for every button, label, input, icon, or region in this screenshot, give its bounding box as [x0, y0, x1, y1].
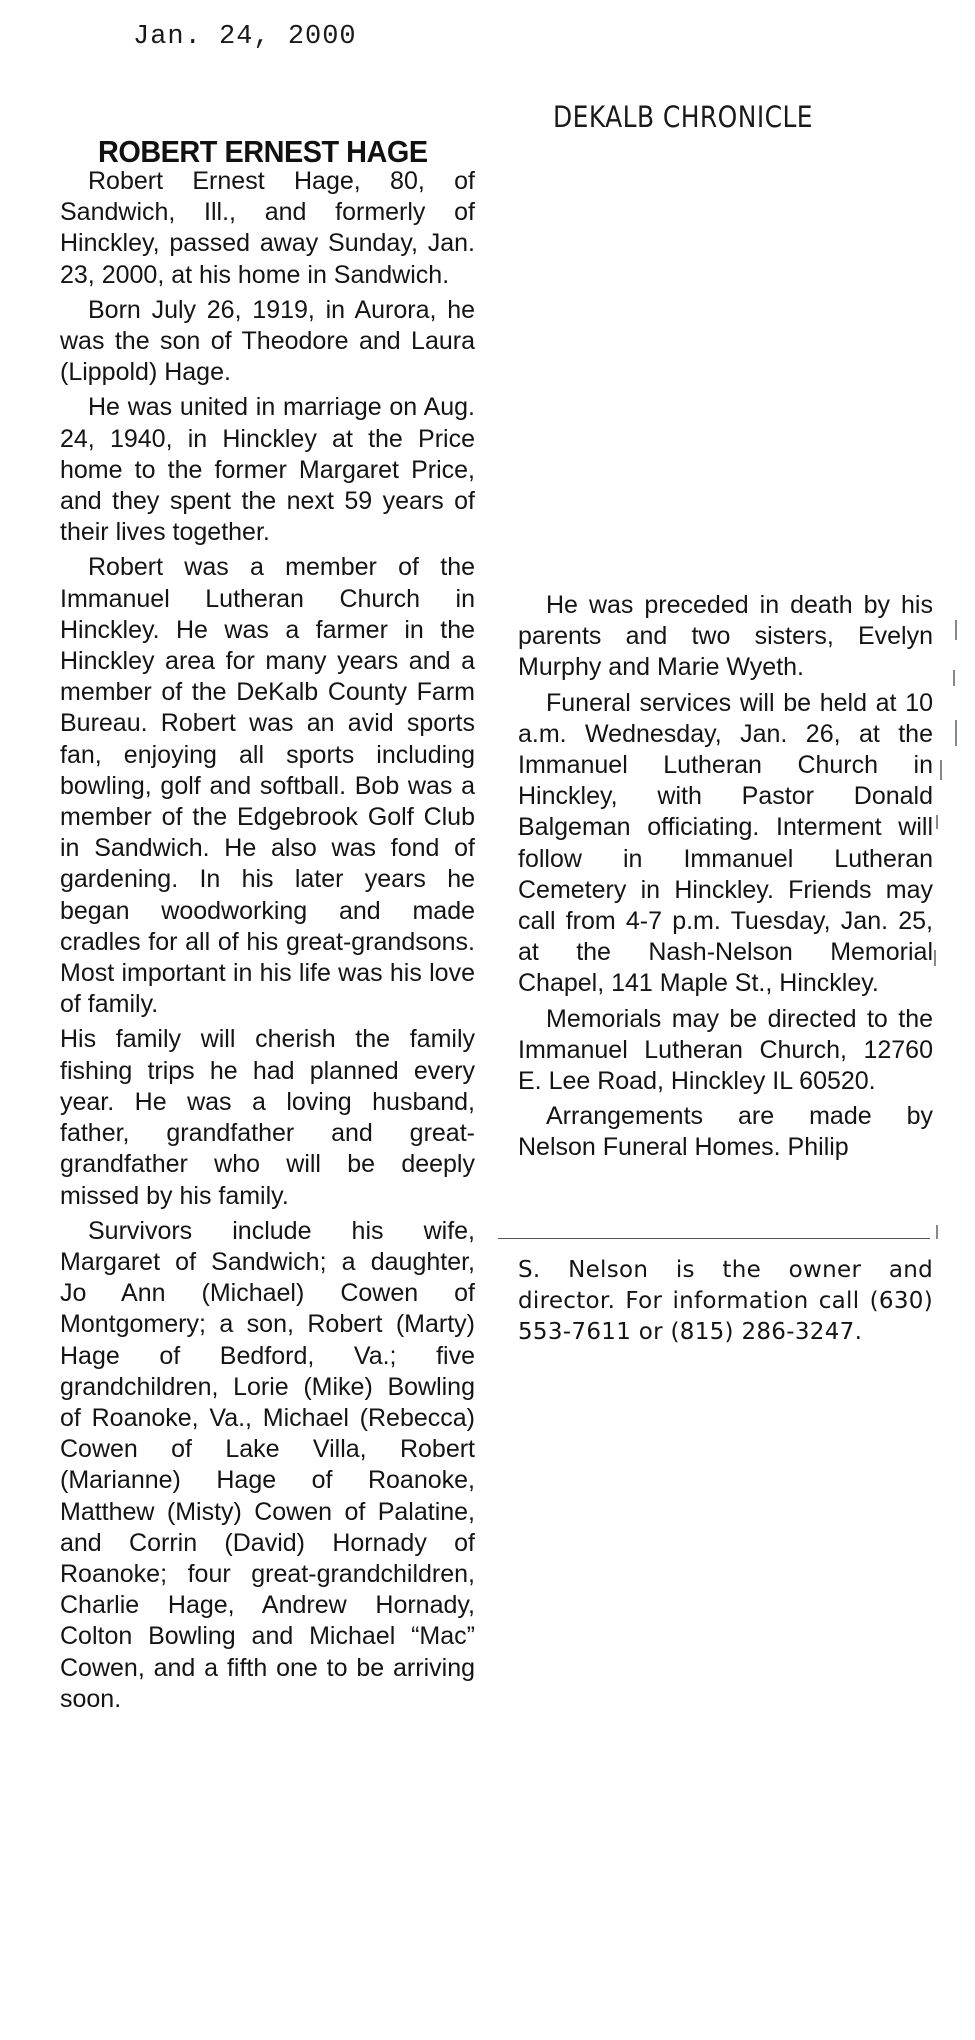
margin-mark: [936, 815, 938, 829]
margin-mark: [936, 1225, 938, 1239]
obituary-paragraph: Survivors include his wife, Margaret of Sandwich; a daughter, Jo Ann (Michael) Cowen of Montgomery; a son, Robert (Marty) Hage of Bedford, Va.; five grandchildren, Lorie (Mike) Bowling of Roanoke, Va., Michael (Rebecca) Cowen of Lake Villa, Robert (Marianne) Hage of Roanoke, Matthew (Misty) Cowen of Palatine, and Corrin (David) Hornady of Roanoke; four great-grandchildren, Charlie Hage, Andrew Hornady, Colton Bowling and Michael “Mac” Cowen, and a fifth one to be arriving soon.: [60, 1216, 475, 1713]
date-stamp: Jan. 24, 2000: [133, 22, 357, 52]
obituary-paragraph: Funeral services will be held at 10 a.m. Wednesday, Jan. 26, at the Immanuel Lutheran Church in Hinckley, with Pastor Donald Balgeman officiating. Interment will follow in Immanuel Lutheran Cemetery in Hinckley. Friends may call from 4-7 p.m. Tuesday, Jan. 25, at the Nash-Nelson Memorial Chapel, 141 Maple St., Hinckley.: [518, 688, 933, 998]
obituary-paragraph: His family will cherish the family fishing trips he had planned every year. He was a loving husband, father, grandfather and great-grandfather who will be deeply missed by his family.: [60, 1025, 475, 1210]
margin-mark: [955, 620, 957, 640]
margin-mark: [953, 670, 955, 686]
obituary-column-right: [518, 590, 933, 1168]
obituary-paragraph: He was preceded in death by his parents and two sisters, Evelyn Murphy and Marie Wyeth.: [518, 591, 933, 682]
column-divider-rule: [498, 1238, 930, 1239]
margin-mark: [940, 760, 942, 780]
obituary-column-right-continued: [518, 1255, 933, 1352]
obituary-paragraph: S. Nelson is the owner and director. For information call (630) 553-7611 or (815) 286-3247.: [518, 1257, 933, 1345]
obituary-paragraph: Born July 26, 1919, in Aurora, he was the son of Theodore and Laura (Lippold) Hage.: [60, 295, 475, 387]
newspaper-masthead: DEKALB CHRONICLE: [553, 100, 813, 134]
obituary-paragraph: Memorials may be directed to the Immanuel Lutheran Church, 12760 E. Lee Road, Hinckley IL 60520.: [518, 1004, 933, 1096]
obituary-paragraph: Arrangements are made by Nelson Funeral Homes. Philip: [518, 1102, 933, 1162]
obituary-paragraph: Robert Ernest Hage, 80, of Sandwich, Ill., and formerly of Hinckley, passed away Sunday, Jan. 23, 2000, at his home in Sandwich.: [60, 167, 475, 289]
obituary-column-left: [60, 166, 475, 1719]
margin-mark: [934, 950, 936, 966]
margin-mark: [955, 720, 957, 746]
obituary-paragraph: Robert was a member of the Immanuel Lutheran Church in Hinckley. He was a farmer in the Hinckley area for many years and a member of the DeKalb County Farm Bureau. Robert was an avid sports fan, enjoying all sports including bowling, golf and softball. Bob was a member of the Edgebrook Golf Club in Sandwich. He also was fond of gardening. In his later years he began woodworking and made cradles for all of his great-grandsons. Most important in his life was his love of family.: [60, 553, 475, 1019]
obituary-paragraph: He was united in marriage on Aug. 24, 1940, in Hinckley at the Price home to the former Margaret Price, and they spent the next 59 years of their lives together.: [60, 393, 475, 547]
obituary-headline: ROBERT ERNEST HAGE: [98, 134, 428, 169]
